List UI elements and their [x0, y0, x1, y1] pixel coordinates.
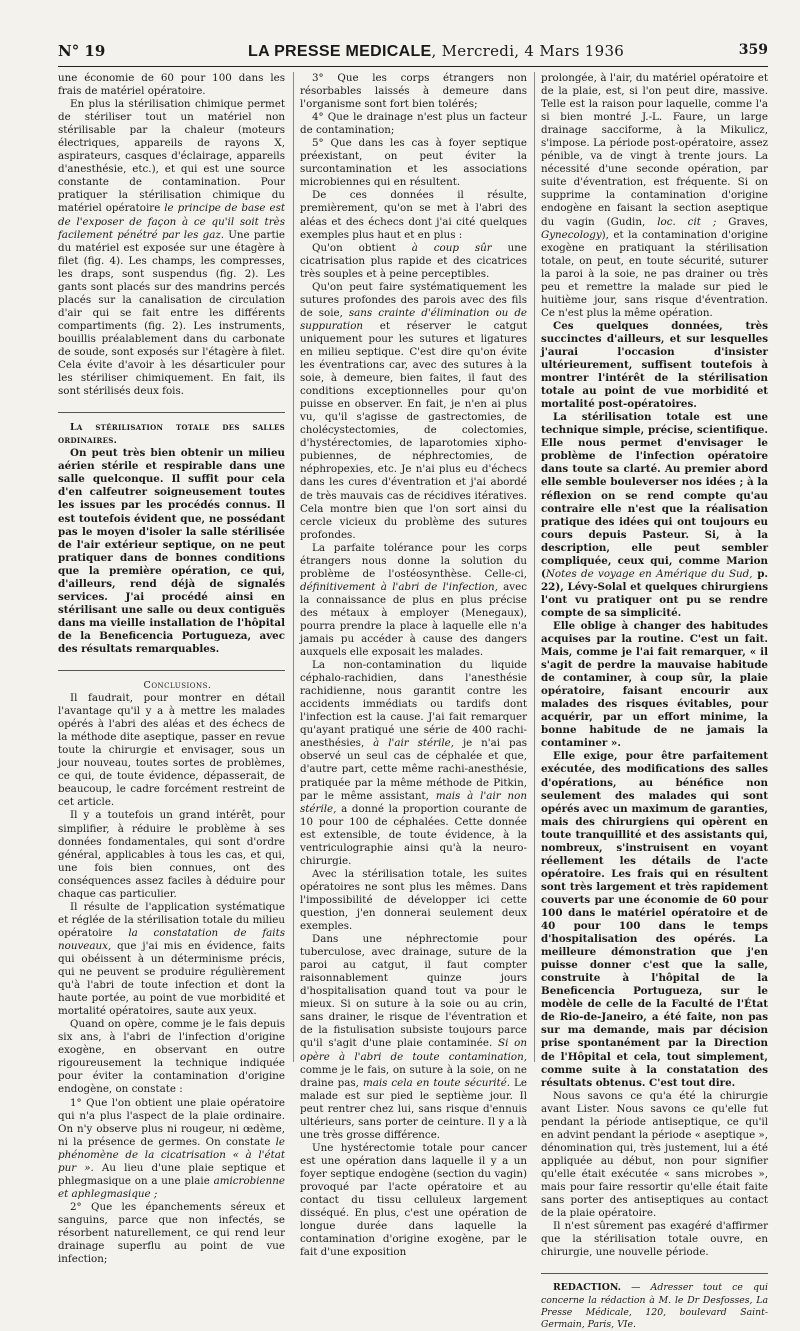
paragraph: Avec la stérilisation totale, les suites opératoires ne sont plus les mêmes. Dans l'impossibilité de développer ici cette question, j'en donnerai seulement deux exemples.: [300, 867, 527, 933]
paragraph: Elle exige, pour être parfaitement exécutée, des modifications des salles d'opérations, au bénéfice non seulement des malades qui sont opérés avec un maximum de garanties, mais des chirurgiens qui opèrent en toute tranquillité et des assistants qui, nombreux, s'instruisent en voyant réellement les détails de l'acte opératoire. Les frais qui en résultent sont très largement et très rapidement couverts par une économie de 60 pour 100 dans le matériel opératoire et de 40 pour 100 dans le temps d'hospitalisation des opérés. La meilleure démonstration que j'en puisse donner c'est que la salle, construite à l'hôpital de la Beneficencia Portugueza, sur le modèle de celle de la Faculté de l'État de Rio-de-Janeiro, a été faite, non pas sur ma demande, mais par décision prise spontanément par la Direction de l'Hôpital et cela, tout simplement, comme suite à la constatation des résultats obtenus. C'est tout dire.: [541, 750, 768, 1089]
paragraph: Quand on opère, comme je le fais depuis six ans, à l'abri de l'infection d'origine exogène, en observant en outre rigoureusement la technique indiquée pour éviter la contamination d'origine endogène, on constate :: [58, 1018, 285, 1096]
paragraph: 3° Que les corps étrangers non résorbables laissés à demeure dans l'organisme sont fort bien tolérés;: [300, 72, 527, 111]
running-title: [248, 42, 624, 61]
paragraph: En plus la stérilisation chimique permet de stériliser tout un matériel non stérilisable par la chaleur (moteurs électriques, appareils de rayons X, aspirateurs, casques d'éclairage, appareils d'anesthésie, etc.), et qui est une source constante de contamination. Pour pratiquer la stérilisation chimique du matériel opératoire le principe de base est de l'exposer de façon à ce qu'il soit très facilement pénétré par les gaz. Une partie du matériel est exposée sur une étagère à filet (fig. 4). Les champs, les compresses, les draps, sont suspendus (fig. 2). Les gants sont placés sur des mandrins percés placés sur la canalisation de circulation d'air qui se fait entre les différents compartiments (fig. 2). Les instruments, bouillis préalablement dans du carbonate de soude, sont exposés sur l'étagère à filet. Cela évite d'avoir à les désarticuler pour les stériliser chimiquement. En fait, ils sont stérilisés deux fois.: [58, 98, 285, 398]
paragraph: une économie de 60 pour 100 dans les frais de matériel opératoire.: [58, 72, 285, 98]
redaction-text: — Adresser tout ce qui concerne la rédaction à M. le Dr Desfosses, La Presse Médicale, 120, boulevard Saint-Germain, Paris, VIe.: [541, 1282, 768, 1331]
paragraph: prolongée, à l'air, du matériel opératoire et de la plaie, est, si l'on peut dire, massive. Telle est la raison pour laquelle, comme l'a si bien montré J.-L. Faure, un large drainage sacciforme, à la Mikulicz, s'impose. La période post-opératoire, assez pénible, va de vingt à trente jours. La nécessité d'une seconde opération, par suite d'éventration, est fréquente. Si on supprime la contamination d'origine endogène en faisant la section aseptique du vagin (Gudin, loc. cit ; Graves, Gynecology), et la contamination d'origine exogène en pratiquant la stérilisation totale, on peut, en toute sécurité, suturer la paroi à la soie, ne pas drainer ou très peu et remettre la malade sur pied le huitième jour, sans risque d'éventration. Ce n'est plus la même opération.: [541, 72, 768, 319]
paragraph: La parfaite tolérance pour les corps étrangers nous donne la solution du problème de l'ostéosynthèse. Celle-ci, définitivement à l'abri de l'infection, avec la connaissance de plus en plus précise des métaux à employer (Menegaux), pourra prendre la place à laquelle elle n'a jamais pu accéder à cause des dangers auxquels elle exposait les malades.: [300, 541, 527, 659]
column-divider: [534, 72, 535, 1062]
section-heading: La stérilisation totale des salles ordinaires.: [58, 422, 285, 447]
paragraph: Il y a toutefois un grand intérêt, pour simplifier, à réduire le problème à ses données fondamentales, qui sont d'ordre général, applicables à tous les cas, et qui, une fois bien connues, ont des conséquences assez faciles à déduire pour chaque cas particulier.: [58, 809, 285, 900]
issue-number: N° 19: [58, 42, 106, 60]
section-divider: [58, 670, 285, 671]
page-number: 359: [738, 42, 768, 58]
paragraph: Il résulte de l'application systématique et réglée de la stérilisation totale du milieu opératoire la constatation de faits nouveaux, que j'ai mis en évidence, faits qui obéissent à un déterminisme précis, qui ne peuvent se produire régulièrement qu'à l'abri de toute infection et dont la haute portée, au point de vue morbidité et mortalité opératoires, saute aux yeux.: [58, 900, 285, 1018]
paragraph: De ces données il résulte, premièrement, qu'on se met à l'abri des aléas et des échecs dont j'ai cité quelques exemples plus haut et en plus :: [300, 189, 527, 241]
paragraph: Il faudrait, pour montrer en détail l'avantage qu'il y a à mettre les malades opérés à l'abri des aléas et des échecs de la méthode dite aseptique, passer en revue toute la chirurgie et envisager, sous un jour nouveau, toutes sortes de problèmes, ce qui, de toute évidence, dépasserait, de beaucoup, le cadre forcément restreint de cet article.: [58, 692, 285, 809]
paragraph: Nous savons ce qu'a été la chirurgie avant Lister. Nous savons ce qu'elle fut pendant la période antiseptique, ce qu'il en advint pendant la période « aseptique », dénomination qui, très justement, lui a été appliquée au début, non pour signifier qu'elle était exécutée « sans microbes », mais pour faire ressortir qu'elle était faite sans porter des antiseptiques au contact de la plaie opératoire.: [541, 1089, 769, 1220]
paragraph: 2° Que les épanchements séreux et sanguins, parce que non infectés, se résorbent naturellement, ce qui rend leur drainage superflu au point de vue infection;: [58, 1200, 285, 1266]
text-column-2: [300, 72, 527, 1259]
footer-divider: [541, 1273, 768, 1274]
paragraph: La stérilisation totale est une technique simple, précise, scientifique. Elle nous permet d'envisager le problème de l'infection opératoire dans toute sa clarté. Au premier abord elle semble bouleverser nos idées ; à la réflexion on se rend compte qu'au contraire elle n'est que la réalisation pratique des idées qui ont toujours eu cours depuis Pasteur. Si, à la description, elle peut sembler compliquée, ceux qui, comme Marion (Notes de voyage en Amérique du Sud, p. 22), Lévy-Solal et quelques chirurgiens l'ont vu pratiquer ont pu se rendre compte de sa simplicité.: [541, 411, 769, 619]
paragraph: Qu'on obtient à coup sûr une cicatrisation plus rapide et des cicatrices très souples et à peine perceptibles.: [300, 241, 528, 280]
paragraph: Une hystérectomie totale pour cancer est une opération dans laquelle il y a un foyer septique endogène (section du vagin) provoqué par l'acte opératoire et au contact du tissu celluleux largement disséqué. En plus, c'est une opération de longue durée dans laquelle la contamination d'origine exogène, par le fait d'une exposition: [300, 1141, 527, 1259]
paragraph: On peut très bien obtenir un milieu aérien stérile et respirable dans une salle quelconque. Il suffit pour cela d'en calfeutrer soigneusement toutes les issues par les procédés connus. Il est toutefois évident que, ne possédant pas le moyen d'isoler la salle stérilisée de l'air extérieur septique, on ne peut pratiquer dans de bonnes conditions que la première opération, ce qui, d'ailleurs, rend déjà de signalés services. J'ai procédé ainsi en stérilisant une salle ou deux contiguës dans ma vieille installation de l'hôpital de la Beneficencia Portugueza, avec des résultats remarquables.: [58, 447, 285, 655]
text-column-3: [541, 72, 768, 1331]
column-divider: [293, 72, 294, 1062]
redaction-label: REDACTION.: [553, 1282, 621, 1294]
paragraph: Elle oblige à changer des habitudes acquises par la routine. C'est un fait. Mais, comme je l'ai fait remarquer, « il s'agit de perdre la mauvaise habitude de contaminer, à coup sûr, la plaie opératoire, faisant encourir aux malades des risques évitables, pour acquérir, par un effort minime, la bonne habitude de ne jamais la contaminer ».: [541, 619, 768, 750]
paragraph: Qu'on peut faire systématiquement les sutures profondes des parois avec des fils de soie, sans crainte d'élimination ou de suppuration et réserver le catgut uniquement pour les sutures et ligatures en milieu septique. C'est dire qu'on évite les éventrations car, avec des sutures à la soie, à demeure, bien faites, il faut des conditions exceptionnelles pour qu'on puisse en observer. En fait, je n'en ai plus vu, qu'il s'agisse de gastrectomies, de cholécystectomies, de colectomies, d'hystérectomies, de laparotomies xipho-pubiennes, de néphrectomies, de néphropexies, etc. Je n'ai plus eu d'échecs dans les cures d'éventration et j'ai abordé de très mauvais cas de récidives itératives. Cela montre bien que l'on sort ainsi du cercle vicieux du problème des sutures profondes.: [300, 280, 527, 541]
header-rule: [58, 66, 768, 67]
text-column-1: [58, 72, 285, 1266]
paragraph: La non-contamination du liquide céphalo-rachidien, dans l'anesthésie rachidienne, nous garantit contre les accidents immédiats ou tardifs dont l'infection est la cause. J'ai fait remarquer qu'ayant pratiqué une série de 400 rachi-anesthésies, à l'air stérile, je n'ai pas observé un seul cas de céphalée et que, d'autre part, cette même rachi-anesthésie, pratiquée par la même méthode de Pitkin, par le même assistant, mais à l'air non stérile, a donné la proportion courante de 10 pour 100 de céphalées. Cette donnée est extensible, de toute évidence, à la ventriculographie ainsi qu'à la neuro-chirurgie.: [300, 659, 527, 867]
paragraph: Il n'est sûrement pas exagéré d'affirmer que la stérilisation totale ouvre, en chirurgie, une nouvelle période.: [541, 1220, 768, 1259]
paragraph: Ces quelques données, très succinctes d'ailleurs, et sur lesquelles j'aurai l'occasion d'insister ultérieurement, suffisent toutefois à montrer l'intérêt de la stérilisation totale au point de vue morbidité et mortalité post-opératoires.: [541, 319, 768, 411]
section-divider: [58, 412, 285, 413]
paragraph: Dans une néphrectomie pour tuberculose, avec drainage, suture de la paroi au catgut, il faut compter raisonnablement quinze jours d'hospitalisation quand tout va pour le mieux. Si on suture à la soie ou au crin, sans drainer, le risque de l'éventration et de la fistulisation subsiste toujours parce qu'il s'agit d'une plaie contaminée. Si on opère à l'abri de toute contamination, comme je le fais, on suture à la soie, on ne draine pas, mais cela en toute sécurité. Le malade est sur pied le septième jour. Il peut rentrer chez lui, sans risque d'ennuis ultérieurs, sans porter de ceinture. Il y a là une très grosse différence.: [300, 933, 528, 1141]
paragraph: 4° Que le drainage n'est plus un facteur de contamination;: [300, 111, 527, 137]
journal-name: LA PRESSE MEDICALE: [248, 43, 432, 60]
section-heading: Conclusions.: [143, 680, 212, 692]
issue-date: , Mercredi, 4 Mars 1936: [431, 42, 625, 60]
paragraph: 1° Que l'on obtient une plaie opératoire qui n'a plus l'aspect de la plaie ordinaire. On n'y observe plus ni rougeur, ni œdème, ni la présence de germes. On constate le phénomène de la cicatrisation « à l'état pur ». Au lieu d'une plaie septique et phlegmasique on a une plaie amicrobienne et aphlegmasique ;: [58, 1096, 285, 1200]
paragraph: 5° Que dans les cas à foyer septique préexistant, on peut éviter la surcontamination et les associations microbiennes qui en résultent.: [300, 137, 527, 189]
page-header: [58, 42, 768, 64]
redaction-notice: [541, 1282, 768, 1331]
